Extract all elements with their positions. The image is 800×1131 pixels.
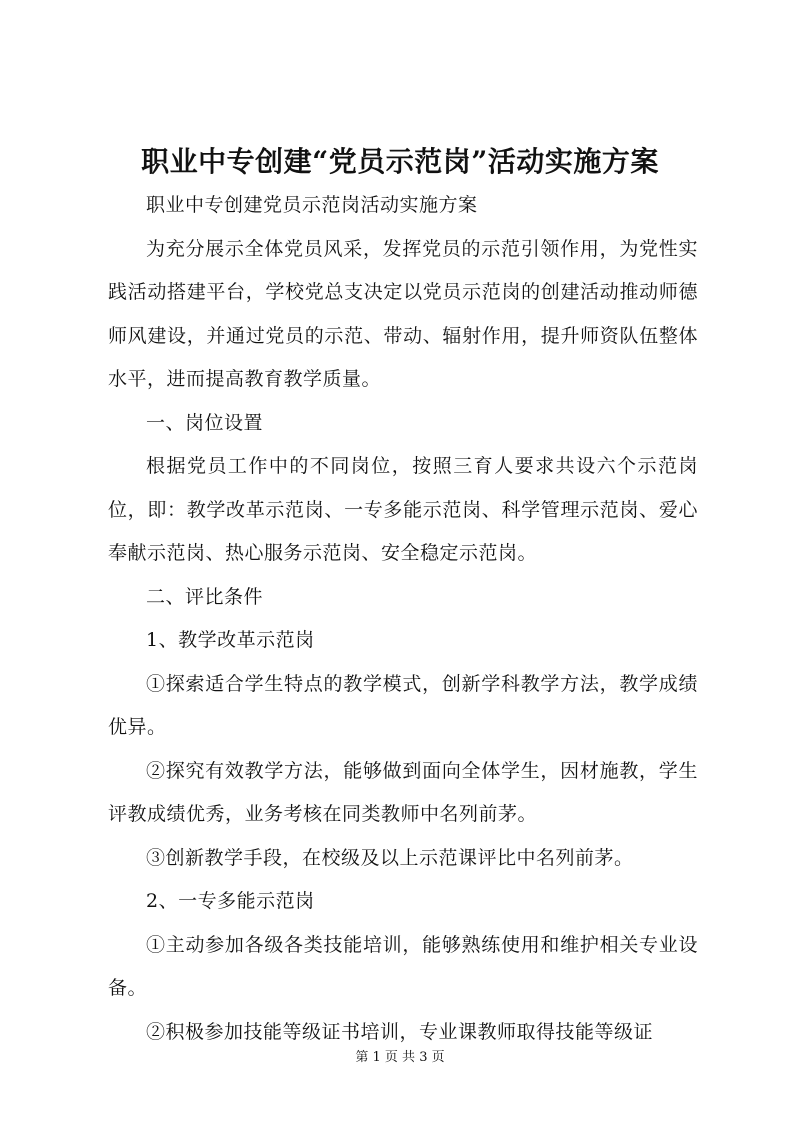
document-body — [108, 184, 698, 1054]
criteria-item: ①主动参加各级各类技能培训，能够熟练使用和维护相关专业设备。 — [108, 933, 698, 999]
criteria-item: ②探究有效教学方法，能够做到面向全体学生，因材施教，学生评教成绩优秀，业务考核在同类教师中名列前茅。 — [108, 759, 698, 825]
positions-paragraph: 根据党员工作中的不同岗位，按照三育人要求共设六个示范岗位，即：教学改革示范岗、一专多能示范岗、科学管理示范岗、爱心奉献示范岗、热心服务示范岗、安全稳定示范岗。 — [108, 455, 698, 564]
document-title: 职业中专创建“党员示范岗”活动实施方案 — [141, 145, 659, 178]
intro-paragraph: 为充分展示全体党员风采，发挥党员的示范引领作用，为党性实践活动搭建平台，学校党总支决定以党员示范岗的创建活动推动师德师风建设，并通过党员的示范、带动、辐射作用，提升师资队伍整体水平，进而提高教育教学质量。 — [108, 237, 698, 390]
subheading-teaching-reform: 1、教学改革示范岗 — [146, 629, 315, 651]
criteria-item: ①探索适合学生特点的教学模式，创新学科教学方法，教学成绩优异。 — [108, 672, 698, 738]
criteria-item: ③创新教学手段，在校级及以上示范课评比中名列前茅。 — [146, 846, 634, 869]
criteria-item: ②积极参加技能等级证书培训，专业课教师取得技能等级证 — [146, 1020, 654, 1043]
section-heading-positions: 一、岗位设置 — [146, 411, 264, 434]
section-heading-criteria: 二、评比条件 — [146, 585, 264, 608]
subheading-multi-skill: 2、一专多能示范岗 — [146, 890, 315, 912]
page-number-footer: 第 1 页 共 3 页 — [355, 1050, 445, 1065]
subtitle-paragraph: 职业中专创建党员示范岗活动实施方案 — [146, 194, 478, 216]
